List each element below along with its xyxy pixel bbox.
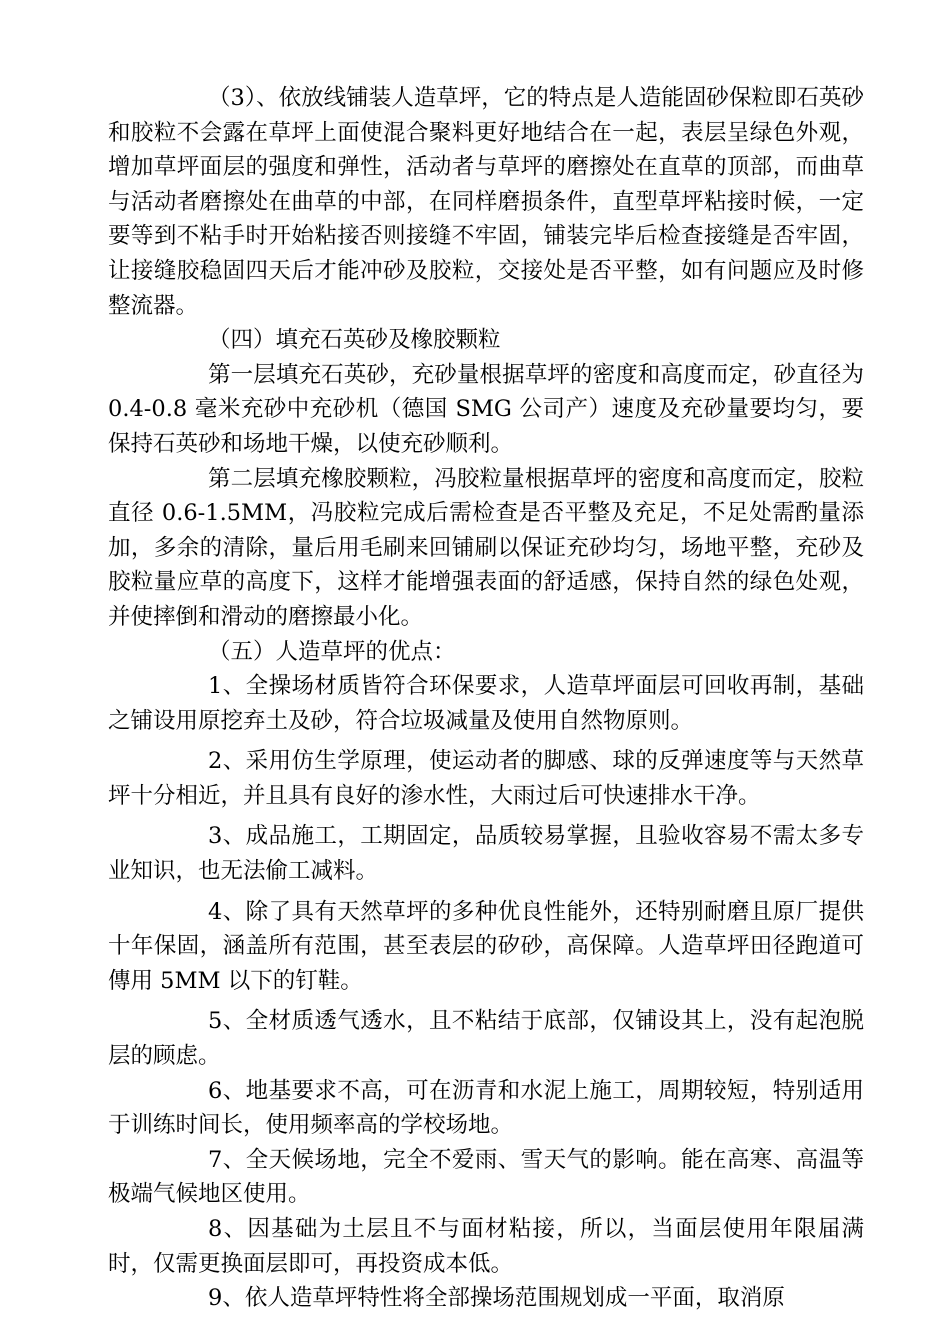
advantage-item-9: 9、依人造草坪特性将全部操场范围规划成一平面，取消原 — [208, 1285, 785, 1312]
advantage-item-3: 3、成品施工，工期固定，品质较易掌握，且验收容易不需太多专业知识，也无法偷工减料。 — [108, 823, 864, 885]
advantage-item-4: 4、除了具有天然草坪的多种优良性能外，还特别耐磨且原厂提供十年保固，涵盖所有范围，甚至表层的矽砂，高保障。人造草坪田径跑道可傳用 5MM 以下的钉鞋。 — [108, 898, 864, 994]
document-body — [108, 81, 864, 1316]
advantage-item-1: 1、全操场材质皆符合环保要求，人造草坪面层可回收再制，基础之铺设用原挖弃土及砂，符合垃圾减量及使用自然物原则。 — [108, 673, 864, 734]
advantage-item-7: 7、全天候场地，完全不爱雨、雪天气的影响。能在高寒、高温等极端气候地区使用。 — [108, 1146, 864, 1208]
advantage-item-6: 6、地基要求不高，可在沥青和水泥上施工，周期较短，特别适用于训练时间长，使用频率高的学校场地。 — [108, 1077, 864, 1139]
advantage-item-5: 5、全材质透气透水，且不粘结于底部，仅铺设其上，没有起泡脱层的顾虑。 — [108, 1008, 864, 1070]
section-heading-filling: （四）填充石英砂及橡胶颗粒 — [208, 327, 501, 354]
paragraph-turf-installation: （3）、依放线铺装人造草坪，它的特点是人造能固砂保粒即石英砂和胶粒不会露在草坪上面使混合聚料更好地结合在一起，表层呈绿色外观，增加草坪面层的强度和弹性，活动者与草坪的磨擦处在直草的顶部，而曲草与活动者磨擦处在曲草的中部，在同样磨损条件，直型草坪粘接时候，一定要等到不粘手时开始粘接否则接缝不牢固，铺装完毕后检查接缝是否牢固，让接缝胶稳固四天后才能冲砂及胶粒，交接处是否平整，如有问题应及时修整流器。 — [108, 85, 864, 319]
section-heading-advantages: （五）人造草坪的优点： — [208, 638, 456, 665]
advantage-item-8: 8、因基础为土层且不与面材粘接，所以，当面层使用年限届满时，仅需更换面层即可，再投资成本低。 — [108, 1216, 864, 1277]
advantage-item-2: 2、采用仿生学原理，使运动者的脚感、球的反弹速度等与天然草坪十分相近，并且具有良好的渗水性，大雨过后可快速排水干净。 — [108, 748, 864, 809]
paragraph-quartz-sand-layer: 第一层填充石英砂，充砂量根据草坪的密度和高度而定，砂直径为 0.4-0.8 毫米充砂中充砂机（德国 SMG 公司产）速度及充砂量要均匀，要保持石英砂和场地干燥，以使充砂顺利。 — [108, 361, 864, 457]
paragraph-rubber-granule-layer: 第二层填充橡胶颗粒，冯胶粒量根据草坪的密度和高度而定，胶粒直径 0.6-1.5MM，冯胶粒完成后需检查是否平整及充足，不足处需酌量添加，多余的清除，量后用毛刷来回铺刷以保证充砂均匀，场地平整，充砂及胶粒量应草的高度下，这样才能增强表面的舒适感，保持自然的绿色处观，并使摔倒和滑动的磨擦最小化。 — [108, 465, 864, 630]
